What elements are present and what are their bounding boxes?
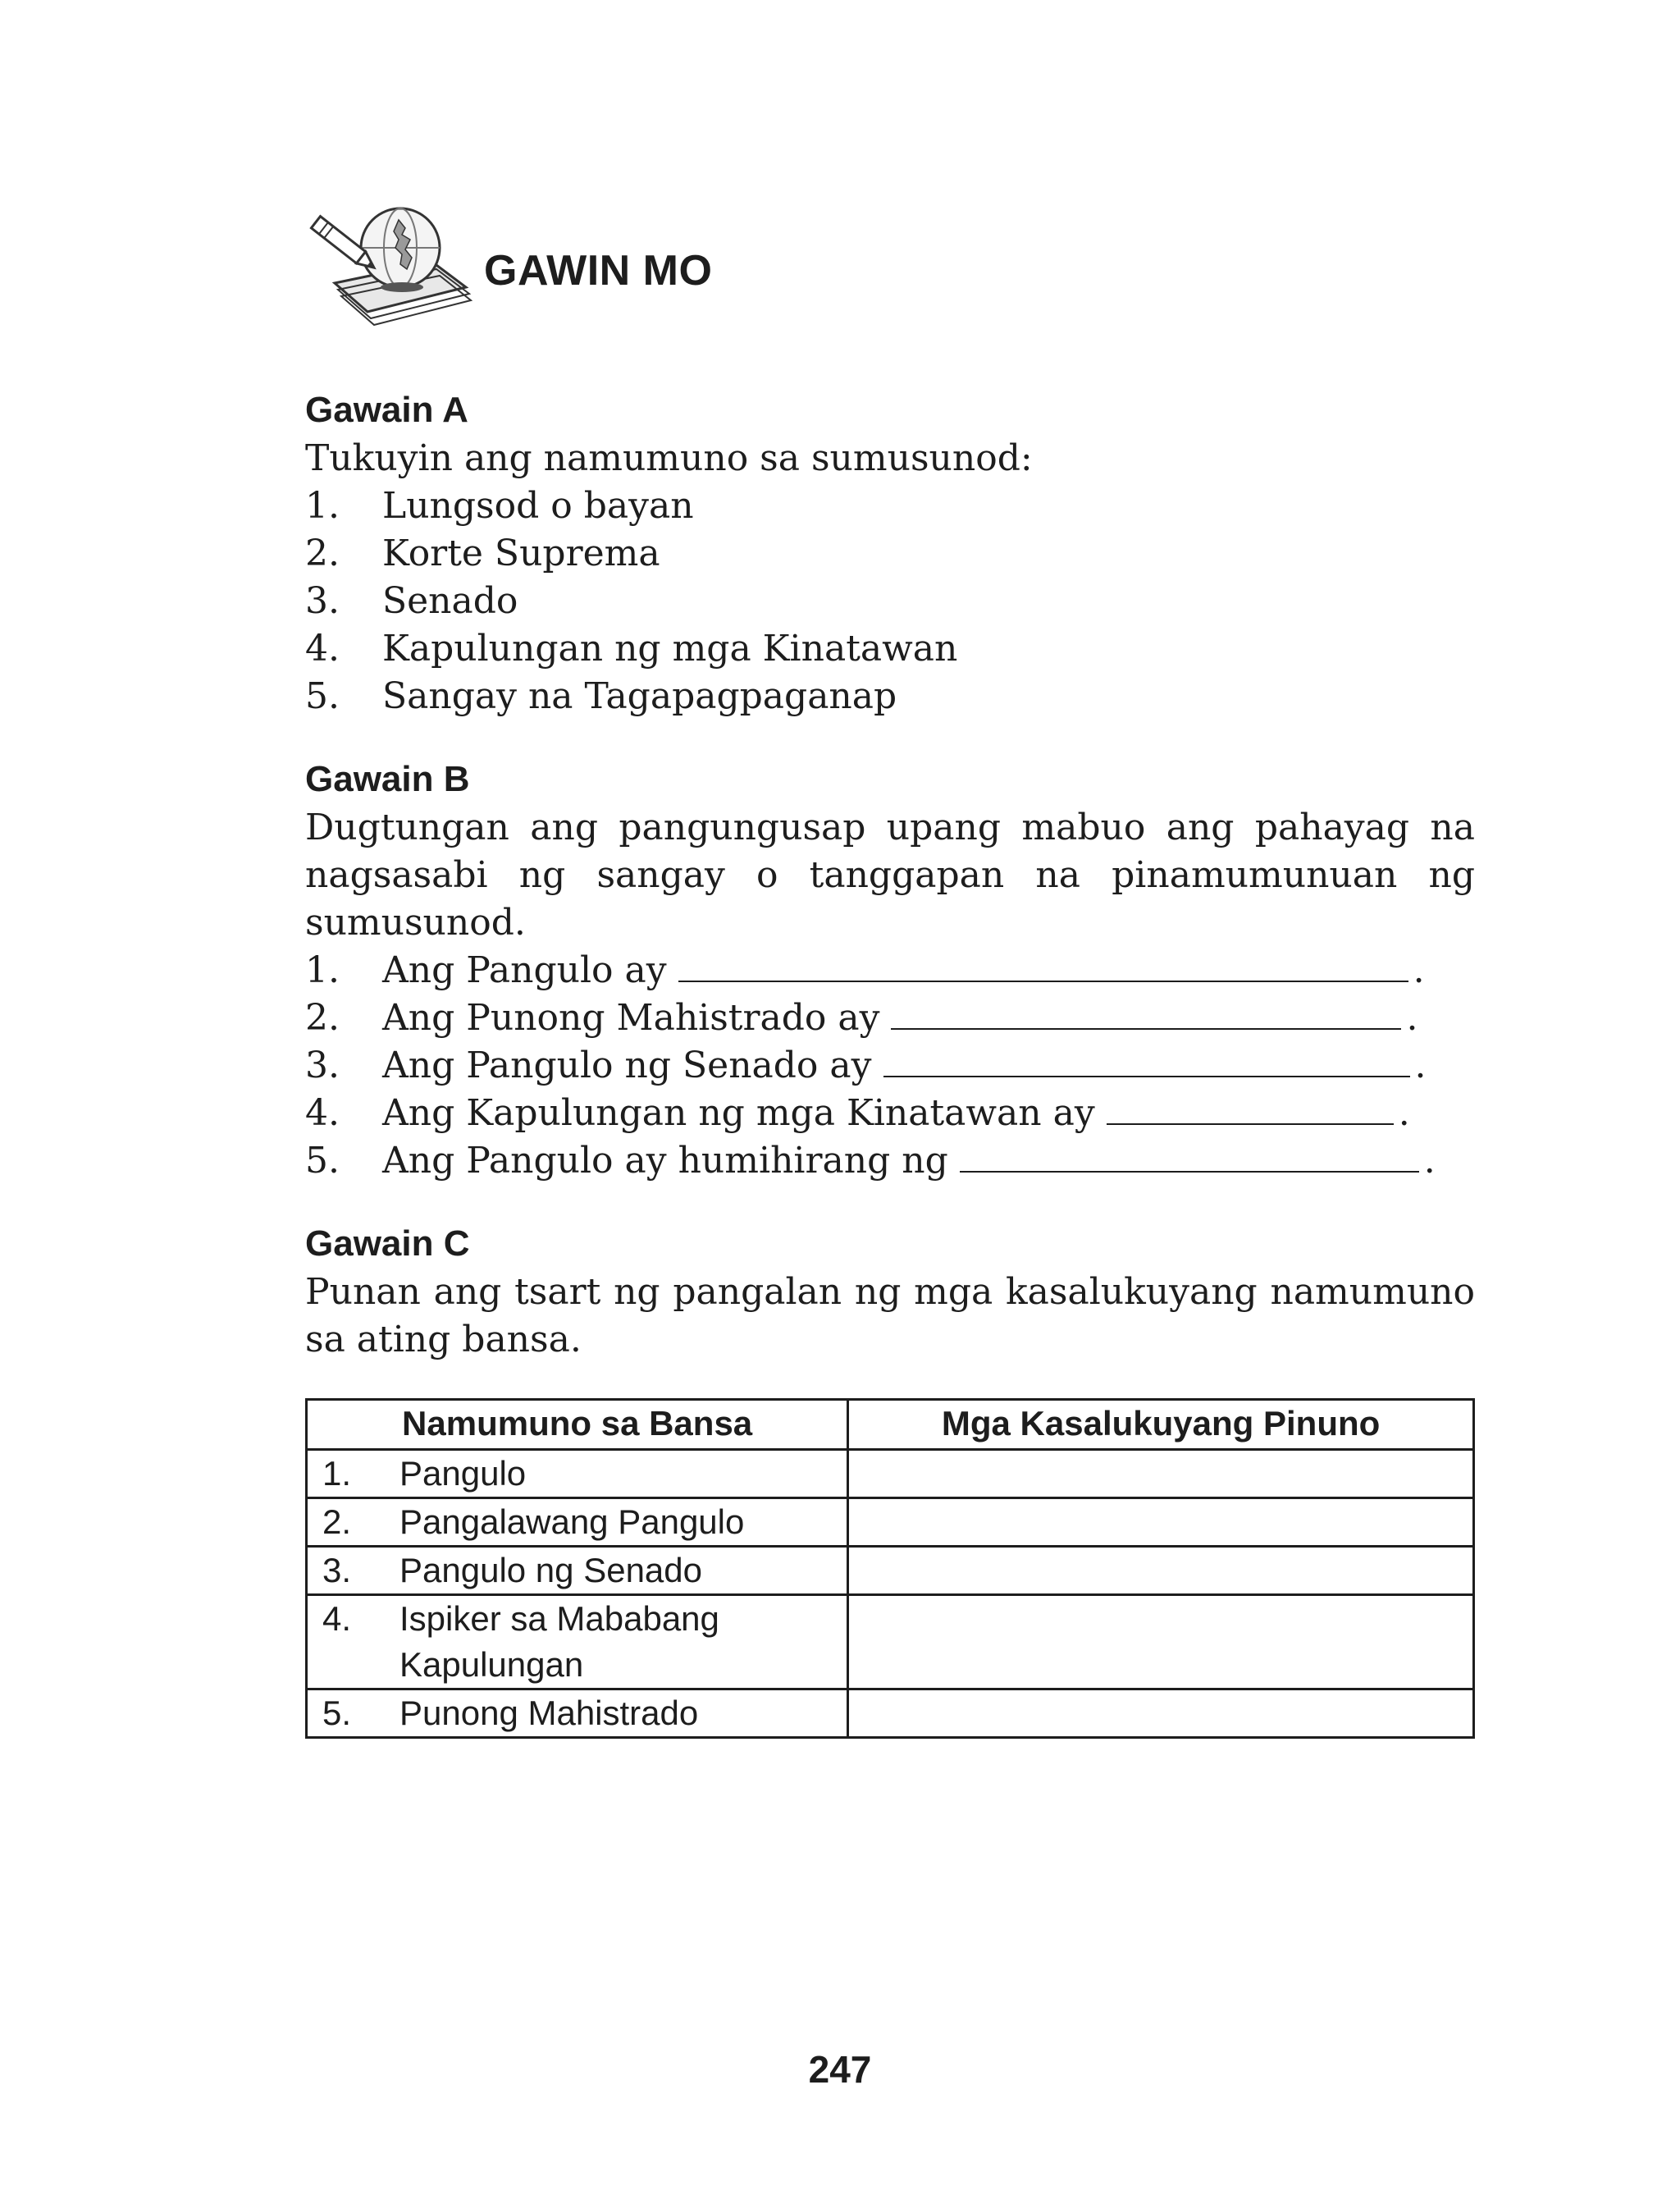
section-header xyxy=(302,205,1040,336)
globe-pencil-icon xyxy=(302,205,476,328)
gawain-c-section xyxy=(305,1219,1475,1739)
table-row xyxy=(307,1689,1474,1738)
leader-cell: 2. Pangalawang Pangulo xyxy=(307,1498,848,1547)
table-row xyxy=(307,1450,1474,1498)
gawain-c-instruction: Punan ang tsart ng pangalan ng mga kasalukuyang namumuno sa ating bansa. xyxy=(305,1271,1475,1360)
leader-cell: 3. Pangulo ng Senado xyxy=(307,1547,848,1595)
answer-cell[interactable] xyxy=(848,1595,1474,1689)
gawain-a-heading: Gawain A xyxy=(305,390,468,430)
section-title: GAWIN MO xyxy=(484,247,713,295)
column-header-current: Mga Kasalukuyang Pinuno xyxy=(848,1400,1474,1450)
gawain-b-instruction: Dugtungan ang pangungusap upang mabuo ang pahayag na nagsasabi ng sangay o tanggapan na pinamumunuan ng sumusunod. xyxy=(305,807,1475,944)
leaders-table xyxy=(305,1398,1475,1739)
answer-blank[interactable] xyxy=(960,1140,1419,1173)
gawain-a-instruction: Tukuyin ang namumuno sa sumusunod: xyxy=(305,437,1033,479)
list-item: 1. Lungsod o bayan xyxy=(305,485,694,527)
answer-cell[interactable] xyxy=(848,1450,1474,1498)
worksheet-content xyxy=(305,386,1475,1739)
gawain-c-heading: Gawain C xyxy=(305,1223,470,1264)
page-number: 247 xyxy=(808,2048,872,2091)
leader-cell: 5. Punong Mahistrado xyxy=(307,1689,848,1738)
table-row xyxy=(307,1498,1474,1547)
leader-cell: 1. Pangulo xyxy=(307,1450,848,1498)
list-item: 5. Sangay na Tagapagpaganap xyxy=(305,675,897,717)
list-item: 2. Korte Suprema xyxy=(305,533,660,574)
table-row xyxy=(307,1595,1474,1689)
answer-blank[interactable] xyxy=(891,997,1401,1030)
gawain-b-section xyxy=(305,755,1475,1185)
list-item: 5. Ang Pangulo ay humihirang ng . xyxy=(305,1140,1436,1182)
list-item: 4. Ang Kapulungan ng mga Kinatawan ay . xyxy=(305,1092,1410,1134)
list-item: 4. Kapulungan ng mga Kinatawan xyxy=(305,628,958,670)
list-item: 3. Senado xyxy=(305,580,518,622)
gawain-b-list xyxy=(305,947,1475,1185)
answer-cell[interactable] xyxy=(848,1547,1474,1595)
gawain-a-section xyxy=(305,386,1475,720)
table-header-row xyxy=(307,1400,1474,1450)
table-row xyxy=(307,1547,1474,1595)
list-item: 1. Ang Pangulo ay . xyxy=(305,949,1425,991)
answer-cell[interactable] xyxy=(848,1689,1474,1738)
leader-cell: 4. Ispiker sa Mababang Kapulungan xyxy=(307,1595,848,1689)
gawain-b-heading: Gawain B xyxy=(305,759,470,799)
answer-blank[interactable] xyxy=(678,949,1408,982)
answer-blank[interactable] xyxy=(883,1045,1410,1077)
answer-blank[interactable] xyxy=(1107,1092,1394,1125)
gawain-a-list xyxy=(305,482,1475,720)
answer-cell[interactable] xyxy=(848,1498,1474,1547)
column-header-leader: Namumuno sa Bansa xyxy=(307,1400,848,1450)
list-item: 3. Ang Pangulo ng Senado ay . xyxy=(305,1045,1427,1086)
list-item: 2. Ang Punong Mahistrado ay . xyxy=(305,997,1418,1039)
